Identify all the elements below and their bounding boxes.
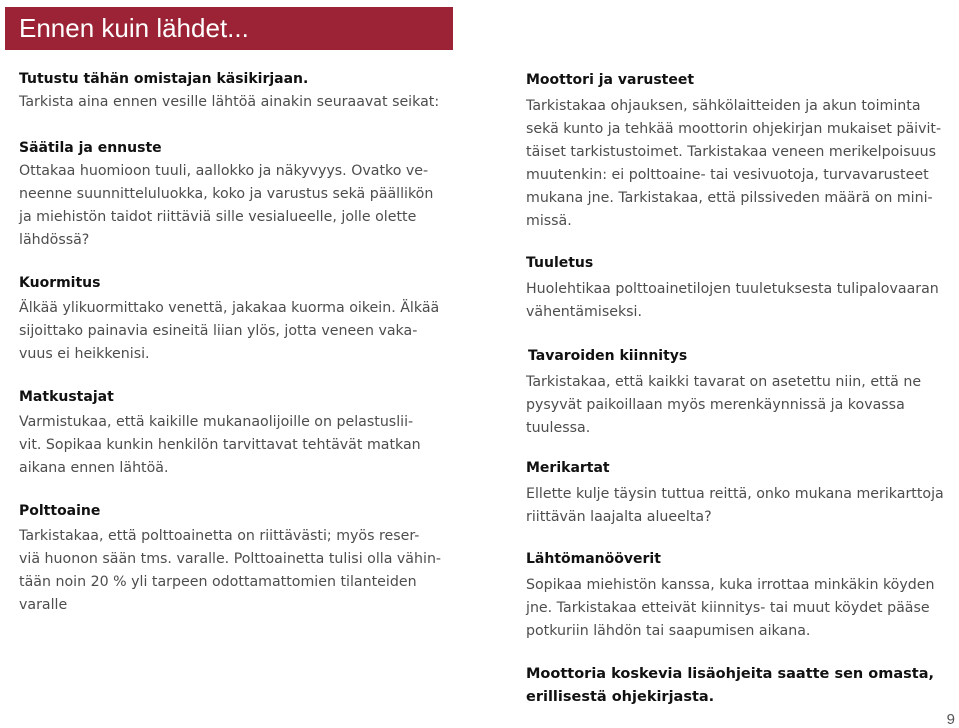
section-heading-cargo: Tavaroiden kiinnitys <box>528 348 688 364</box>
section-heading-departure: Lähtömanööverit <box>526 551 661 567</box>
section-line: sekä kunto ja tehkää moottorin ohjekirjan mukaiset päivit- <box>526 121 942 137</box>
section-heading-charts: Merikartat <box>526 460 610 476</box>
page-title: Ennen kuin lähdet... <box>19 13 249 43</box>
section-line: mukana jne. Tarkistakaa, että pilssiveden määrä on mini- <box>526 190 933 206</box>
section-line: lähdössä? <box>19 232 90 248</box>
section-heading-passengers: Matkustajat <box>19 389 114 405</box>
section-line: pysyvät paikoillaan myös merenkäynnissä ja kovassa <box>526 397 905 413</box>
section-line: Älkää ylikuormittako venettä, jakakaa kuorma oikein. Älkää <box>19 300 440 316</box>
engine-manual-note: erillisestä ohjekirjasta. <box>526 689 715 705</box>
section-line: sijoittako painavia esineitä liian ylös, jotta veneen vaka- <box>19 323 418 339</box>
section-line: muutenkin: ei polttoaine- tai vesivuotoja, turvavarusteet <box>526 167 929 183</box>
section-line: tään noin 20 % yli tarpeen odottamattomien tilanteiden <box>19 574 417 590</box>
section-line: Ellette kulje täysin tuttua reittä, onko mukana merikarttoja <box>526 486 944 502</box>
section-heading-engine: Moottori ja varusteet <box>526 72 695 88</box>
section-line: Tarkistakaa ohjauksen, sähkölaitteiden ja akun toiminta <box>526 98 921 114</box>
section-line: aikana ennen lähtöä. <box>19 460 169 476</box>
section-line: ja miehistön taidot riittäviä sille vesialueelle, jolle olette <box>19 209 417 225</box>
section-line: varalle <box>19 597 68 613</box>
section-heading-fuel: Polttoaine <box>19 503 101 519</box>
section-line: neenne suunnitteluluokka, koko ja varustus sekä päällikön <box>19 186 434 202</box>
section-line: Tarkistakaa, että polttoainetta on riittävästi; myös reser- <box>19 528 420 544</box>
section-line: vuus ei heikkenisi. <box>19 346 150 362</box>
section-line: Ottakaa huomioon tuuli, aallokko ja näkyvyys. Ovatko ve- <box>19 163 429 179</box>
section-line: potkuriin lähdön tai saapumisen aikana. <box>526 623 811 639</box>
section-line: vähentämiseksi. <box>526 304 643 320</box>
section-line: täiset tarkistustoimet. Tarkistakaa veneen merikelpoisuus <box>526 144 936 160</box>
left-column <box>19 68 449 617</box>
intro-text: Tarkista aina ennen vesille lähtöä ainakin seuraavat seikat: <box>19 94 440 110</box>
section-line: Varmistukaa, että kaikille mukanaolijoille on pelastuslii- <box>19 414 414 430</box>
right-column <box>526 68 954 709</box>
section-line: viä huonon sään tms. varalle. Polttoainetta tulisi olla vähin- <box>19 551 442 567</box>
section-line: vit. Sopikaa kunkin henkilön tarvittavat tehtävät matkan <box>19 437 421 453</box>
intro-heading: Tutustu tähän omistajan käsikirjaan. <box>19 71 309 87</box>
section-line: Sopikaa miehistön kanssa, kuka irrottaa minkäkin köyden <box>526 577 935 593</box>
section-line: Huolehtikaa polttoainetilojen tuuletuksesta tulipalovaaran <box>526 281 939 297</box>
section-line: Tarkistakaa, että kaikki tavarat on asetettu niin, että ne <box>526 374 922 390</box>
section-line: riittävän laajalta alueelta? <box>526 509 712 525</box>
page-title-banner <box>5 7 453 50</box>
page-number: 9 <box>946 711 955 728</box>
section-heading-load: Kuormitus <box>19 275 101 291</box>
section-heading-ventilation: Tuuletus <box>526 255 594 271</box>
section-line: jne. Tarkistakaa etteivät kiinnitys- tai muut köydet pääse <box>526 600 930 616</box>
section-line: tuulessa. <box>526 420 591 436</box>
engine-manual-note: Moottoria koskevia lisäohjeita saatte sen omasta, <box>526 666 934 682</box>
section-line: missä. <box>526 213 572 229</box>
section-heading-weather: Säätila ja ennuste <box>19 140 162 156</box>
